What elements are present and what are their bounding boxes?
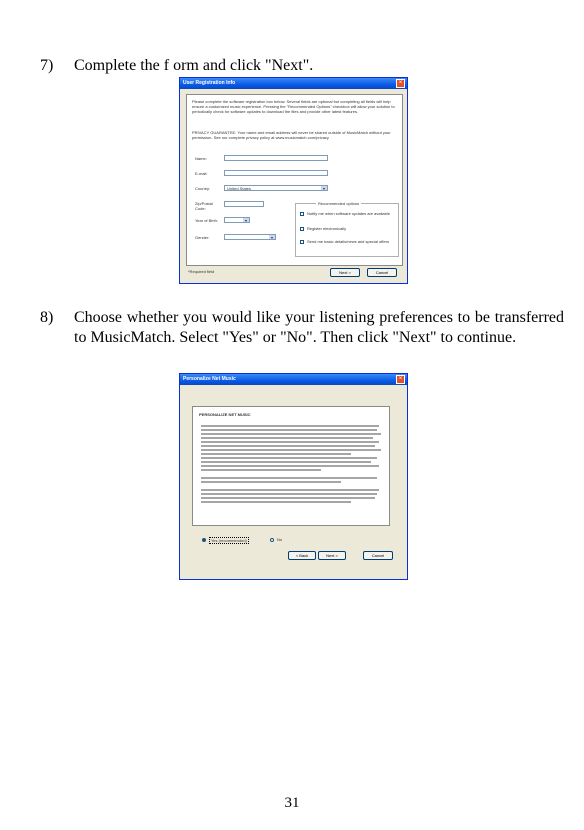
dialog-title: Personalize Net Music	[183, 376, 236, 382]
no-radio-label: No	[277, 537, 283, 542]
gender-select[interactable]	[224, 234, 276, 240]
next-button[interactable]: Next >	[330, 268, 360, 277]
page-number: 31	[284, 795, 300, 811]
notify-updates-checkbox[interactable]	[300, 212, 304, 216]
user-registration-dialog	[179, 77, 408, 284]
required-field-note: *Required field	[188, 269, 215, 274]
chevron-down-icon: ▾	[322, 186, 325, 191]
dialog-title: User Registration Info	[183, 80, 236, 86]
personalize-heading: PERSONALIZE NET MUSIC	[199, 412, 251, 417]
register-electronically-label: Register electronically	[307, 226, 347, 231]
recommended-options-group	[295, 203, 399, 257]
dialog-title-bar	[180, 78, 407, 89]
country-select[interactable]	[224, 185, 328, 191]
year-of-birth-select[interactable]	[224, 217, 250, 223]
step-7-number: 7)	[40, 57, 54, 74]
email-input[interactable]	[224, 170, 328, 176]
chevron-down-icon: ▾	[244, 218, 247, 223]
yes-radio[interactable]	[202, 538, 206, 542]
recommended-options-title: Recommended options	[318, 201, 360, 206]
gender-label: Gender:	[195, 235, 210, 240]
zip-label: Zip/Postal Code:	[195, 201, 213, 211]
close-icon[interactable]: ×	[396, 375, 405, 384]
country-label: Country:	[195, 186, 211, 191]
no-radio[interactable]	[270, 538, 274, 542]
email-label: E-mail:	[195, 171, 208, 176]
notify-updates-label: Notify me when software updates are available	[307, 211, 390, 216]
year-of-birth-label: Year of Birth:	[195, 218, 218, 223]
personalize-panel	[192, 406, 390, 526]
cancel-button[interactable]: Cancel	[363, 551, 393, 560]
dialog-title-bar	[180, 374, 407, 385]
intro-text: Please complete the software registration box below. Several fields are optional but completing all fields will help ensure a customized music experience. Pressing the "Recommended Options" checkbox will allow your solution to periodically check for software updates to download the files and provide other latest features.	[192, 99, 395, 114]
yes-radio-label: Yes (recommended)	[211, 538, 247, 543]
step-7-text: Complete the f orm and click "Next".	[74, 57, 314, 74]
personalize-net-music-dialog	[179, 373, 408, 580]
back-button[interactable]: < Back	[288, 551, 316, 560]
step-8-text: Choose whether you would like your listening preferences to be transferred to MusicMatch. Select "Yes" or "No". Then click "Next" to continue.	[74, 309, 564, 346]
cancel-button[interactable]: Cancel	[367, 268, 397, 277]
register-electronically-checkbox[interactable]	[300, 227, 304, 231]
privacy-text: PRIVACY GUARANTEE: Your name and email address will never be shared outside of MusicMatch without your permission. See our complete privacy policy at www.musicmatch.com/privacy	[192, 130, 391, 140]
chevron-down-icon: ▾	[270, 235, 273, 240]
registration-panel	[186, 94, 403, 266]
special-offers-label: Send me basic details/news and special offers	[307, 239, 389, 244]
special-offers-checkbox[interactable]	[300, 240, 304, 244]
step-8-number: 8)	[40, 309, 54, 326]
country-value: United States	[227, 186, 252, 191]
name-label: Name:	[195, 156, 207, 161]
next-button[interactable]: Next >	[318, 551, 346, 560]
name-input[interactable]	[224, 155, 328, 161]
zip-input[interactable]	[224, 201, 264, 207]
close-icon[interactable]: ×	[396, 79, 405, 88]
